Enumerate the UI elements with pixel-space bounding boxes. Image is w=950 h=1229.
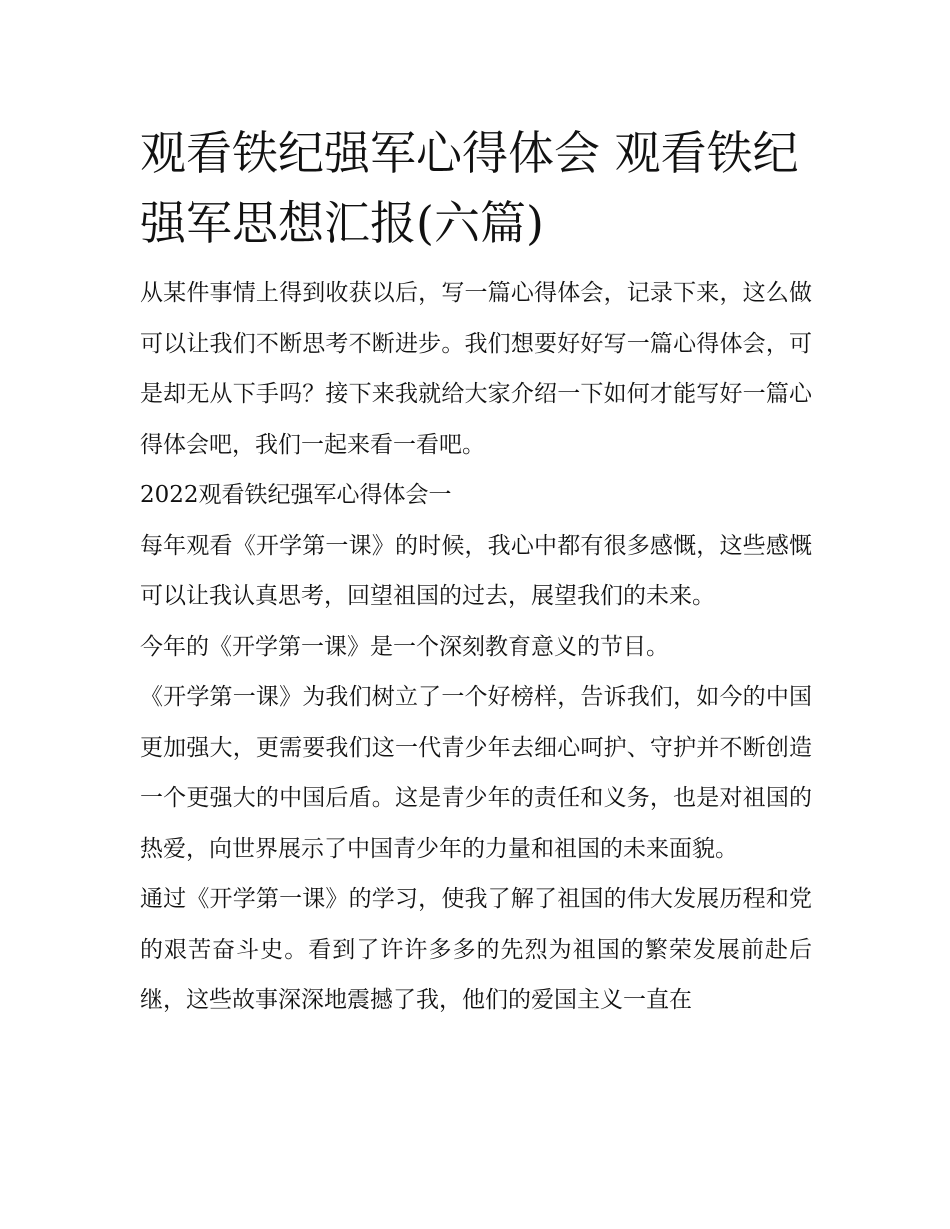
body-paragraph-4: 通过《开学第一课》的学习，使我了解了祖国的伟大发展历程和党的艰苦奋斗史。看到了许许多多的先烈为祖国的繁荣发展前赴后继，这些故事深深地震撼了我，他们的爱国主义一直在: [140, 886, 812, 1013]
body-paragraph-1: 每年观看《开学第一课》的时候，我心中都有很多感慨，这些感慨可以让我认真思考，回望祖国的过去，展望我们的未来。: [140, 532, 812, 609]
document-body: [140, 118, 812, 1026]
body-paragraph-3: 《开学第一课》为我们树立了一个好榜样，告诉我们，如今的中国更加强大，更需要我们这一代青少年去细心呵护、守护并不断创造一个更强大的中国后盾。这是青少年的责任和义务，也是对祖国的热爱，向世界展示了中国青少年的力量和祖国的未来面貌。: [140, 684, 812, 862]
document-title: 观看铁纪强军心得体会 观看铁纪强军思想汇报(六篇): [140, 126, 799, 250]
intro-paragraph: 从某件事情上得到收获以后，写一篇心得体会，记录下来，这么做可以让我们不断思考不断进步。我们想要好好写一篇心得体会，可是却无从下手吗？接下来我就给大家介绍一下如何才能写好一篇心得体会吧，我们一起来看一看吧。: [140, 280, 812, 458]
section-heading: 2022观看铁纪强军心得体会一: [140, 482, 452, 508]
body-paragraph-2: 今年的《开学第一课》是一个深刻教育意义的节目。: [140, 633, 669, 660]
